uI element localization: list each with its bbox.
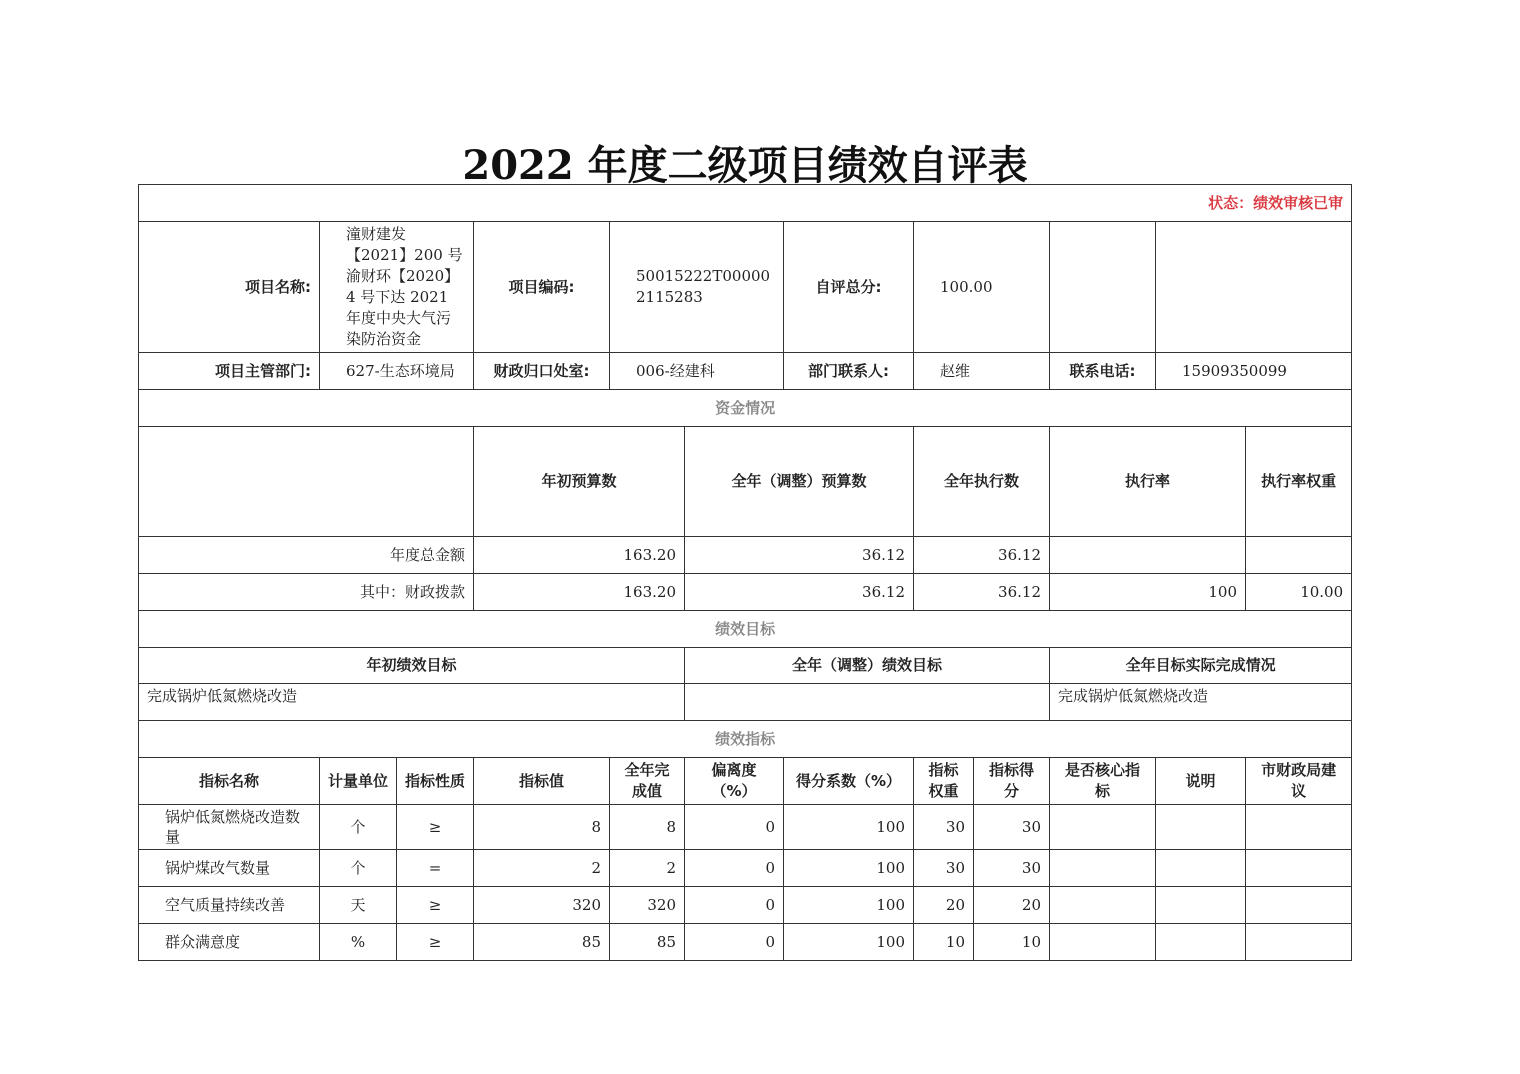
project-name-label: 项目名称:	[139, 222, 320, 353]
ind-coef: 100	[784, 805, 914, 850]
ind-header-value: 指标值	[474, 758, 610, 805]
empty-cell	[1050, 222, 1156, 353]
status-row	[139, 185, 1352, 222]
department-row	[139, 353, 1352, 390]
funds-header-row	[139, 427, 1352, 537]
ind-value: 8	[474, 805, 610, 850]
ind-nature: =	[397, 850, 474, 887]
ind-done: 8	[610, 805, 685, 850]
ind-dev: 0	[685, 805, 784, 850]
ind-value: 85	[474, 924, 610, 961]
table-row	[139, 537, 1352, 574]
project-code-label: 项目编码:	[474, 222, 610, 353]
ind-core	[1050, 924, 1156, 961]
funds-header-adjusted: 全年（调整）预算数	[685, 427, 914, 537]
goals-header-initial: 年初绩效目标	[139, 648, 685, 684]
goals-section-title: 绩效目标	[139, 611, 1352, 648]
ind-name: 锅炉煤改气数量	[139, 850, 320, 887]
ind-header-dev: 偏离度（%）	[685, 758, 784, 805]
ind-nature: ≥	[397, 924, 474, 961]
ind-header-advice: 市财政局建议	[1246, 758, 1352, 805]
table-row	[139, 574, 1352, 611]
goals-content-row	[139, 684, 1352, 721]
goals-header-actual: 全年目标实际完成情况	[1050, 648, 1352, 684]
goal-actual: 完成锅炉低氮燃烧改造	[1050, 684, 1352, 721]
ind-done: 2	[610, 850, 685, 887]
dept-label: 项目主管部门:	[139, 353, 320, 390]
funds-row-label: 其中：财政拨款	[139, 574, 474, 611]
ind-score: 10	[974, 924, 1050, 961]
ind-score: 20	[974, 887, 1050, 924]
contact-label: 部门联系人:	[784, 353, 914, 390]
ind-nature: ≥	[397, 805, 474, 850]
ind-header-coef: 得分系数（%）	[784, 758, 914, 805]
ind-unit: 个	[320, 850, 397, 887]
ind-note	[1156, 887, 1246, 924]
ind-nature: ≥	[397, 887, 474, 924]
ind-score: 30	[974, 805, 1050, 850]
funds-weight	[1246, 537, 1352, 574]
funds-header-initial: 年初预算数	[474, 427, 685, 537]
funds-adjusted: 36.12	[685, 537, 914, 574]
ind-unit: 天	[320, 887, 397, 924]
ind-note	[1156, 924, 1246, 961]
ind-header-name: 指标名称	[139, 758, 320, 805]
funds-rate: 100	[1050, 574, 1246, 611]
phone-label: 联系电话:	[1050, 353, 1156, 390]
status-badge: 状态：绩效审核已审	[139, 185, 1352, 222]
funds-section-row	[139, 390, 1352, 427]
funds-header-executed: 全年执行数	[914, 427, 1050, 537]
ind-header-done: 全年完成值	[610, 758, 685, 805]
indicators-header-row	[139, 758, 1352, 805]
funds-initial: 163.20	[474, 537, 685, 574]
office-value: 006-经建科	[610, 353, 784, 390]
table-row	[139, 805, 1352, 850]
project-name-value: 潼财建发【2021】200 号渝财环【2020】4 号下达 2021 年度中央大气污染防治资金	[320, 222, 474, 353]
contact-value: 赵维	[914, 353, 1050, 390]
ind-header-core: 是否核心指标	[1050, 758, 1156, 805]
ind-core	[1050, 850, 1156, 887]
ind-done: 85	[610, 924, 685, 961]
ind-header-weight: 指标权重	[914, 758, 974, 805]
ind-weight: 10	[914, 924, 974, 961]
ind-weight: 30	[914, 805, 974, 850]
project-code-value: 50015222T000002115283	[610, 222, 784, 353]
funds-rate	[1050, 537, 1246, 574]
ind-value: 2	[474, 850, 610, 887]
funds-executed: 36.12	[914, 574, 1050, 611]
goals-header-row	[139, 648, 1352, 684]
funds-header-rate: 执行率	[1050, 427, 1246, 537]
funds-adjusted: 36.12	[685, 574, 914, 611]
funds-header-weight: 执行率权重	[1246, 427, 1352, 537]
ind-header-nature: 指标性质	[397, 758, 474, 805]
ind-advice	[1246, 850, 1352, 887]
ind-coef: 100	[784, 850, 914, 887]
ind-dev: 0	[685, 850, 784, 887]
ind-advice	[1246, 887, 1352, 924]
project-info-row	[139, 222, 1352, 353]
goals-section-row	[139, 611, 1352, 648]
table-row	[139, 850, 1352, 887]
goals-header-adjusted: 全年（调整）绩效目标	[685, 648, 1050, 684]
ind-weight: 20	[914, 887, 974, 924]
ind-name: 群众满意度	[139, 924, 320, 961]
ind-advice	[1246, 924, 1352, 961]
empty-cell	[1156, 222, 1352, 353]
ind-score: 30	[974, 850, 1050, 887]
ind-name: 锅炉低氮燃烧改造数量	[139, 805, 320, 850]
ind-done: 320	[610, 887, 685, 924]
phone-value: 15909350099	[1156, 353, 1352, 390]
ind-header-unit: 计量单位	[320, 758, 397, 805]
ind-coef: 100	[784, 887, 914, 924]
indicators-section-title: 绩效指标	[139, 721, 1352, 758]
ind-name: 空气质量持续改善	[139, 887, 320, 924]
ind-dev: 0	[685, 924, 784, 961]
ind-unit: %	[320, 924, 397, 961]
office-label: 财政归口处室:	[474, 353, 610, 390]
ind-note	[1156, 850, 1246, 887]
funds-weight: 10.00	[1246, 574, 1352, 611]
ind-coef: 100	[784, 924, 914, 961]
table-row	[139, 924, 1352, 961]
ind-unit: 个	[320, 805, 397, 850]
dept-value: 627-生态环境局	[320, 353, 474, 390]
ind-weight: 30	[914, 850, 974, 887]
funds-executed: 36.12	[914, 537, 1050, 574]
funds-row-label: 年度总金额	[139, 537, 474, 574]
funds-section-title: 资金情况	[139, 390, 1352, 427]
funds-initial: 163.20	[474, 574, 685, 611]
ind-value: 320	[474, 887, 610, 924]
empty-cell	[139, 427, 474, 537]
ind-note	[1156, 805, 1246, 850]
page-title: 2022 年度二级项目绩效自评表	[462, 142, 1028, 189]
table-row	[139, 887, 1352, 924]
goal-adjusted	[685, 684, 1050, 721]
ind-header-note: 说明	[1156, 758, 1246, 805]
ind-header-score: 指标得分	[974, 758, 1050, 805]
goal-initial: 完成锅炉低氮燃烧改造	[139, 684, 685, 721]
ind-advice	[1246, 805, 1352, 850]
indicators-section-row	[139, 721, 1352, 758]
self-score-label: 自评总分:	[784, 222, 914, 353]
evaluation-table	[138, 184, 1352, 961]
ind-dev: 0	[685, 887, 784, 924]
ind-core	[1050, 887, 1156, 924]
self-score-value: 100.00	[914, 222, 1050, 353]
ind-core	[1050, 805, 1156, 850]
